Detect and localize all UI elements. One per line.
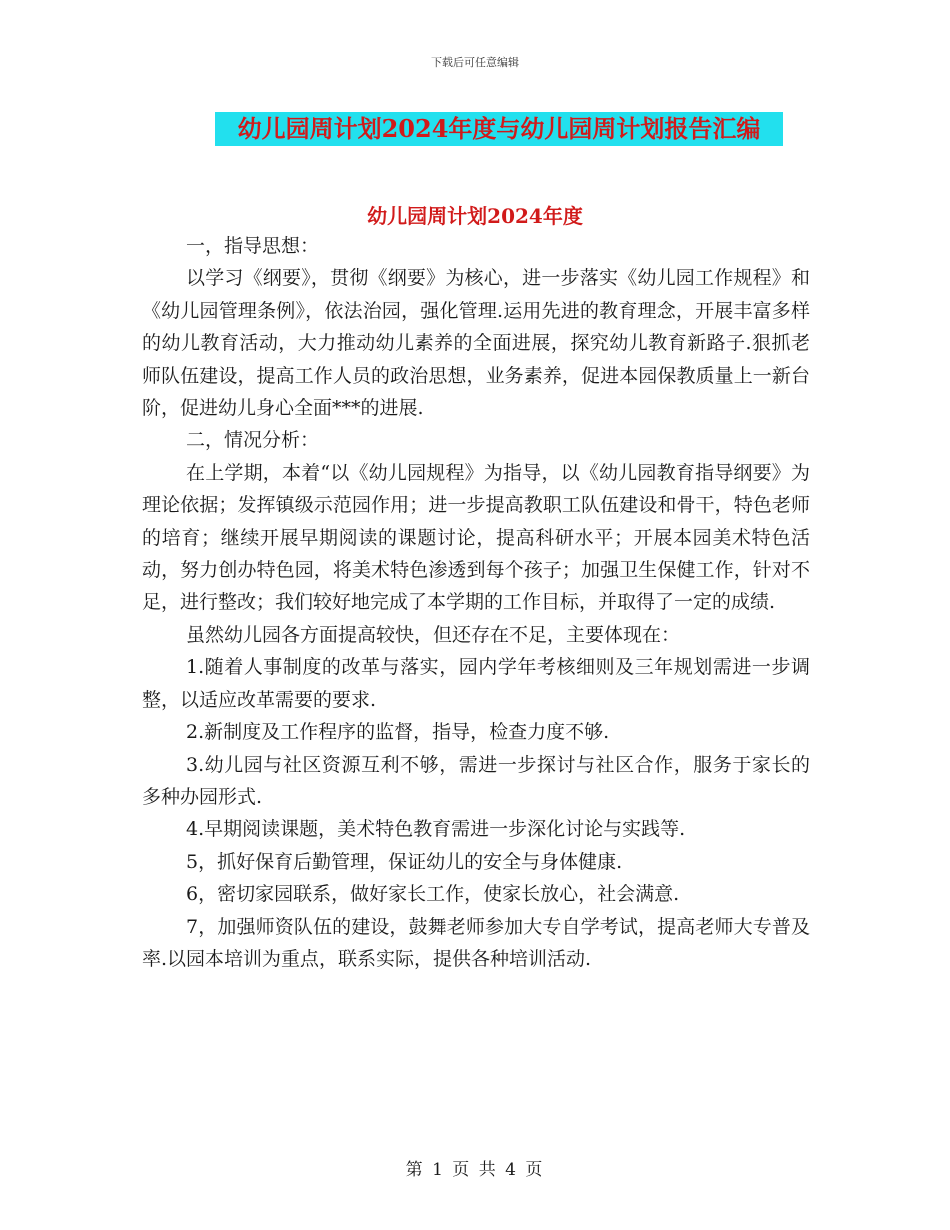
list-item: 2.新制度及工作程序的监督，指导，检查力度不够. (186, 721, 610, 744)
list-item: 4.早期阅读课题，美术特色教育需进一步深化讨论与实践等. (186, 818, 686, 841)
list-item: 3.幼儿园与社区资源互利不够，需进一步探讨与社区合作，服务于家长的多种办园形式. (142, 753, 810, 808)
heading-situation-analysis: 二，情况分析： (186, 429, 320, 452)
section-title: 幼儿园周计划2024年度 (367, 204, 583, 228)
list-item: 7，加强师资队伍的建设，鼓舞老师参加大专自学考试，提高老师大专普及率.以园本培训为重点，联系实际，提供各种培训活动. (142, 915, 810, 970)
document-title-highlight (215, 112, 783, 146)
list-item: 1.随着人事制度的改革与落实，园内学年考核细则及三年规划需进一步调整，以适应改革需要的要求. (142, 656, 810, 711)
page-footer: 第 1 页 共 4 页 (405, 1160, 545, 1180)
document-title: 幼儿园周计划2024年度与幼儿园周计划报告汇编 (237, 114, 761, 143)
header-note: 下载后可任意编辑 (431, 56, 519, 69)
paragraph: 虽然幼儿园各方面提高较快，但还存在不足，主要体现在： (186, 623, 681, 646)
paragraph: 以学习《纲要》，贯彻《纲要》为核心，进一步落实《幼儿园工作规程》和《幼儿园管理条例》，依法治园，强化管理.运用先进的教育理念，开展丰富多样的幼儿教育活动，大力推动幼儿素养的全面进展，探究幼儿教育新路子.狠抓老师队伍建设，提高工作人员的政治思想，业务素养，促进本园保教质量上一新台阶，促进幼儿身心全面***的进展. (142, 267, 810, 420)
list-item: 6，密切家园联系，做好家长工作，使家长放心，社会满意. (186, 883, 680, 906)
document-body (142, 230, 810, 975)
list-item: 5，抓好保育后勤管理，保证幼儿的安全与身体健康. (186, 850, 623, 873)
heading-guiding-ideology: 一，指导思想： (186, 235, 320, 257)
paragraph: 在上学期，本着“以《幼儿园规程》为指导，以《幼儿园教育指导纲要》为理论依据；发挥镇级示范园作用；进一步提高教职工队伍建设和骨干，特色老师的培育；继续开展早期阅读的课题讨论，提高科研水平；开展本园美术特色活动，努力创办特色园，将美术特色渗透到每个孩子；加强卫生保健工作，针对不足，进行整改；我们较好地完成了本学期的工作目标，并取得了一定的成绩. (142, 461, 810, 614)
